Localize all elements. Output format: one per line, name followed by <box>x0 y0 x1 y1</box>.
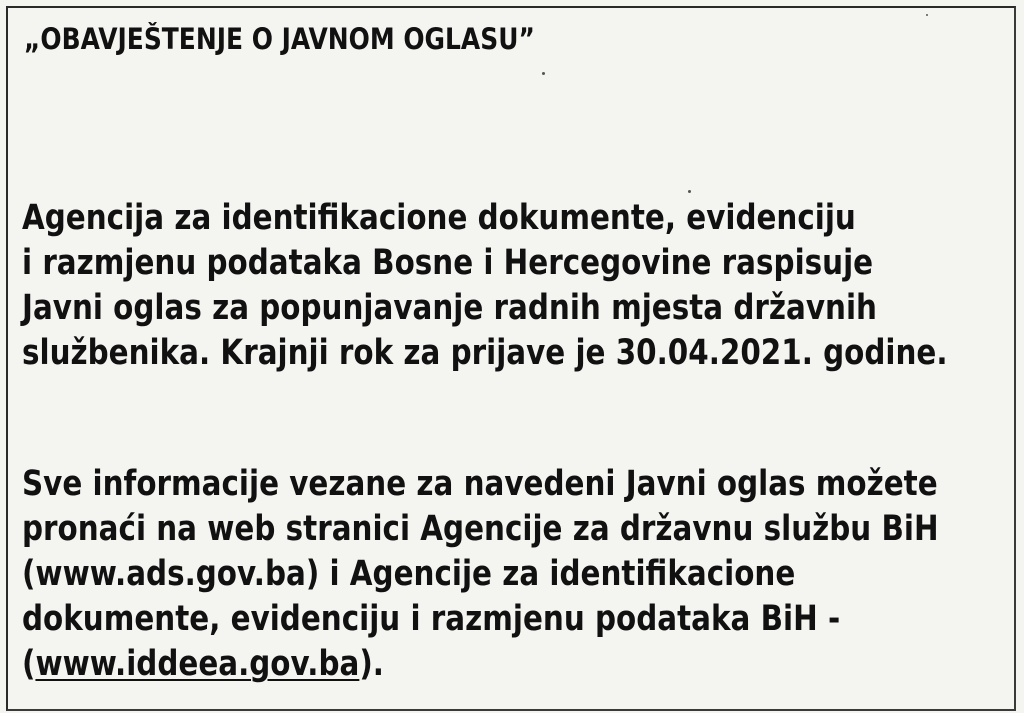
paragraph-2-line-5 <box>22 642 939 687</box>
notice-paragraph-1 <box>22 196 948 376</box>
iddeea-website-link[interactable]: www.iddeea.gov.ba <box>35 644 360 684</box>
paragraph-2-line-4: dokumente, evidenciju i razmjenu podataka BiH - <box>22 599 841 639</box>
paragraph-2-line-3: (www.ads.gov.ba) i Agencije za identifikacione <box>22 554 796 594</box>
notice-title: „OBAVJEŠTENJE O JAVNOM OGLASU” <box>24 22 535 56</box>
paragraph-1-line-3: Javni oglas za popunjavanje radnih mjesta državnih <box>22 288 877 328</box>
notice-paragraph-2 <box>22 462 939 687</box>
paragraph-2-line-1: Sve informacije vezane za navedeni Javni oglas možete <box>22 464 938 504</box>
paragraph-1-line-1: Agencija za identifikacione dokumente, evidenciju <box>22 198 856 238</box>
print-speck <box>926 14 928 16</box>
link-open-paren: ( <box>22 644 36 684</box>
paragraph-1-line-2: i razmjenu podataka Bosne i Hercegovine raspisuje <box>22 243 874 283</box>
link-close-paren: ). <box>359 644 384 684</box>
paragraph-2-line-2: pronaći na web stranici Agencije za državnu službu BiH <box>22 509 939 549</box>
paragraph-1-line-4: službenika. Krajnji rok za prijave je 30.04.2021. godine. <box>22 333 948 373</box>
print-speck <box>688 190 691 193</box>
print-speck <box>542 72 545 75</box>
